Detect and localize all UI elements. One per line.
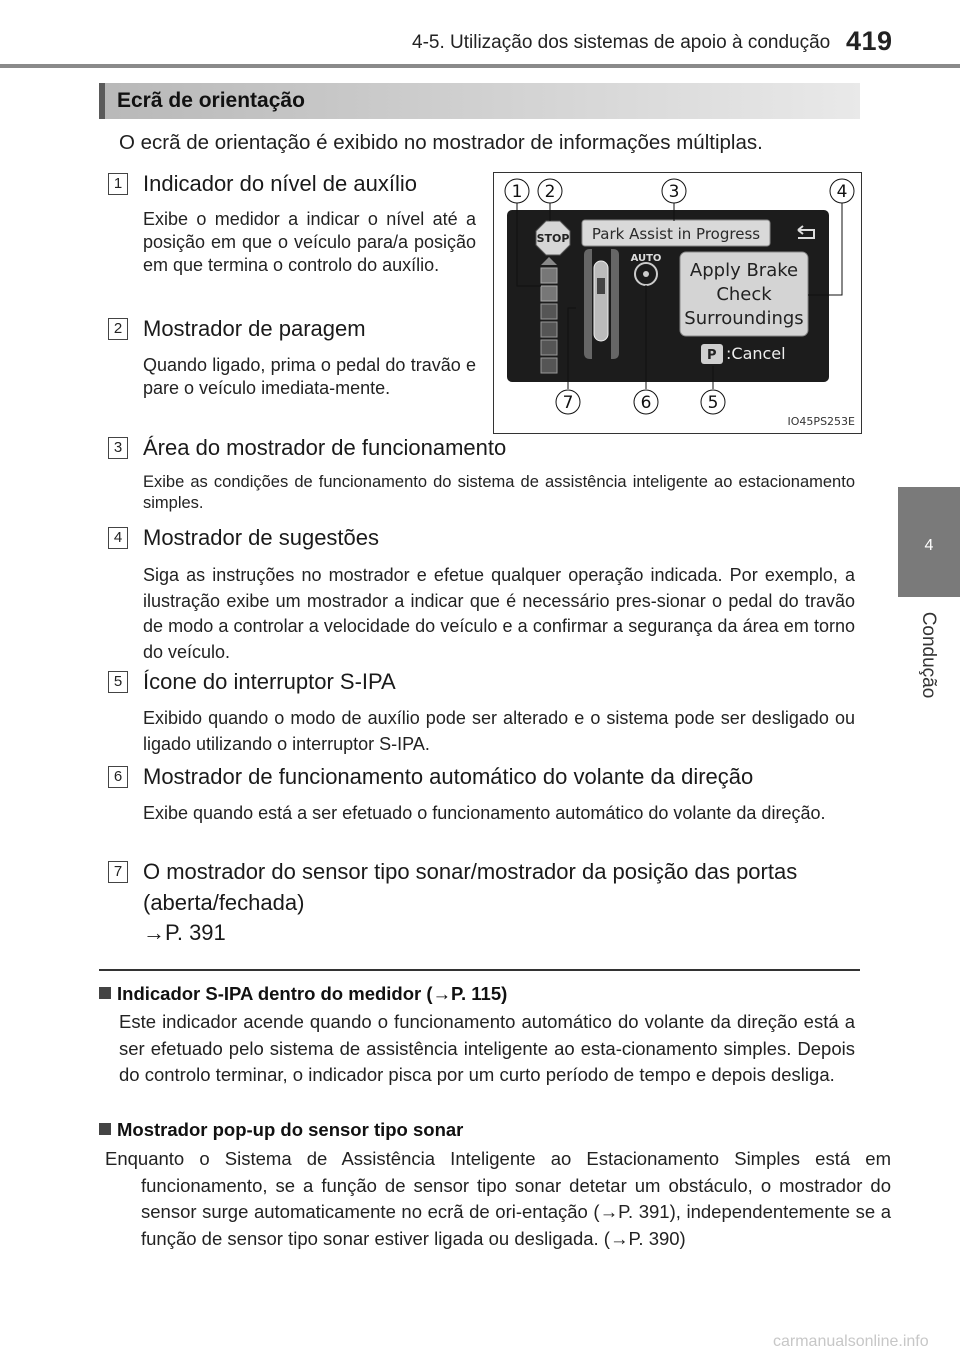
cancel-label: :Cancel	[726, 344, 786, 363]
item-title: O mostrador do sensor tipo sonar/mostrador da posição das portas (aberta/fechada)	[143, 859, 798, 915]
callout-number: 2	[544, 182, 556, 202]
gauge-segment	[541, 340, 557, 355]
item-title: Indicador do nível de auxílio	[143, 171, 417, 196]
item-description: Exibe as condições de funcionamento do sistema de assistência inteligente ao estacionamento simples.	[143, 473, 855, 512]
stop-label: STOP	[536, 232, 570, 245]
item-number-badge: 4	[108, 527, 128, 549]
callout-number: 6	[640, 393, 652, 413]
callout-number: 1	[511, 182, 523, 202]
suggestion-line: Check	[716, 284, 772, 305]
item-title: Mostrador de paragem	[143, 316, 366, 341]
note-heading	[99, 1119, 463, 1141]
item-number-badge: 3	[108, 437, 128, 459]
item-title: Área do mostrador de funcionamento	[143, 435, 507, 460]
item-description: Exibe o medidor a indicar o nível até a posição em que o veículo para/a posição em que termina o controlo do auxílio.	[143, 209, 476, 275]
section-intro: O ecrã de orientação é exibido no mostrador de informações múltiplas.	[119, 131, 763, 154]
item-description: Exibido quando o modo de auxílio pode ser alterado e o sistema pode ser desligado ou ligado utilizando o interruptor S-IPA.	[143, 708, 855, 754]
section-divider	[99, 969, 860, 971]
note-body: Este indicador acende quando o funcionamento automático do volante da direção está a ser efetuado pelo sistema de assistência inteligente ao esta-cionamento simples. Depois do controlo terminar, o indicador pisca por um curto período de tempo e depois desliga.	[119, 1011, 855, 1085]
callout-number: 4	[836, 182, 848, 202]
auto-label: AUTO	[630, 253, 662, 264]
gauge-segment	[541, 268, 557, 283]
suggestion-line: Apply Brake	[689, 260, 799, 281]
gauge-segment	[541, 358, 557, 373]
chapter-side-tab	[898, 487, 960, 597]
gauge-segment	[541, 286, 557, 301]
note-body: Enquanto o Sistema de Assistência Inteligente ao Estacionamento Simples está em funcionamento, se a função de sensor tipo sonar detetar um obstáculo, o mostrador do sensor surge automaticamente no ecrã de ori-entação (→P. 391), independentemente se a função de sensor tipo sonar estiver ligada ou desligada. (→P. 390)	[105, 1148, 891, 1249]
callout-number: 3	[668, 182, 680, 202]
note-bullet-icon	[99, 1123, 111, 1135]
item-description: Exibe quando está a ser efetuado o funcionamento automático do volante da direção.	[143, 803, 826, 823]
item-number-badge: 5	[108, 671, 128, 693]
page-number: 419	[846, 26, 893, 56]
steering-wheel-hub	[643, 271, 649, 277]
guidance-screen-illustration	[493, 172, 862, 434]
item-description: Siga as instruções no mostrador e efetue qualquer operação indicada. Por exemplo, a ilustração exibe um mostrador a indicar que é necessário pres-sionar o pedal do travão de modo a controlar a velocidade do veículo e a confirmar a segurança da área em torno do veículo.	[143, 565, 855, 662]
car-windshield	[597, 278, 605, 294]
note-heading	[99, 983, 507, 1005]
car-icon	[594, 261, 608, 341]
item-cross-reference: →P. 391	[143, 920, 226, 945]
gauge-segment	[541, 322, 557, 337]
section-title-bar	[99, 83, 860, 119]
chapter-label: Condução	[918, 611, 939, 699]
watermark: carmanualsonline.info	[773, 1333, 929, 1350]
item-title: Ícone do interruptor S-IPA	[143, 669, 396, 694]
item-number-badge: 7	[108, 861, 128, 883]
item-number-badge: 2	[108, 318, 128, 340]
item-number-badge: 1	[108, 173, 128, 195]
gauge-segment	[541, 304, 557, 319]
section-title: Ecrã de orientação	[117, 89, 305, 112]
callout-number: 5	[707, 393, 719, 413]
callout-number: 7	[562, 393, 574, 413]
guidance-screen-svg	[494, 173, 861, 433]
s-ipa-p-label: P	[707, 348, 717, 363]
item-number-badge: 6	[108, 766, 128, 788]
status-text: Park Assist in Progress	[591, 225, 761, 243]
chapter-number: 4	[924, 537, 934, 554]
chapter-header-title: 4-5. Utilização dos sistemas de apoio à condução	[412, 32, 831, 53]
suggestion-line: Surroundings	[684, 308, 804, 329]
item-title: Mostrador de funcionamento automático do volante da direção	[143, 764, 754, 789]
item-title: Mostrador de sugestões	[143, 525, 380, 550]
header-rule	[0, 64, 960, 68]
item-description: Quando ligado, prima o pedal do travão e pare o veículo imediata-mente.	[143, 355, 476, 398]
note-bullet-icon	[99, 987, 111, 999]
note-heading-text: Indicador S-IPA dentro do medidor (→P. 115)	[117, 983, 508, 1004]
figure-code: IO45PS253E	[787, 415, 855, 428]
section-accent	[99, 83, 105, 119]
note-heading-text: Mostrador pop-up do sensor tipo sonar	[117, 1119, 464, 1140]
sonar-left-icon	[584, 249, 592, 359]
sonar-right-icon	[611, 249, 619, 359]
